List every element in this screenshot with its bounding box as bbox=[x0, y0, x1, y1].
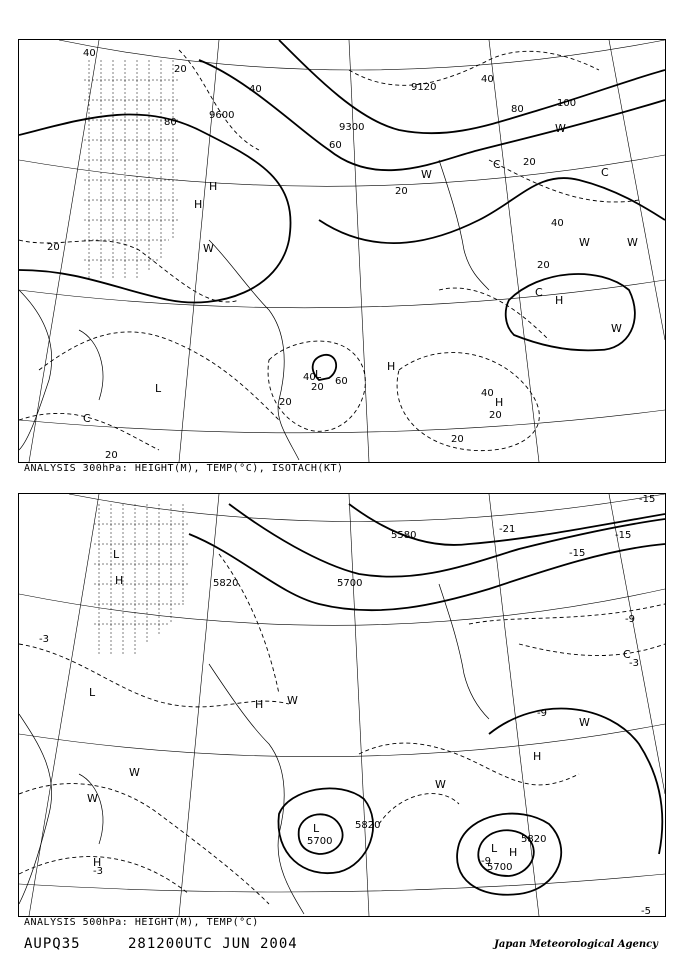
temperature-label: -15 bbox=[569, 548, 586, 559]
height-contours bbox=[19, 40, 665, 380]
dashed-contours bbox=[19, 554, 665, 904]
isotach-label: 40 bbox=[249, 84, 262, 95]
map-300hpa-svg bbox=[19, 40, 665, 462]
chart-id: AUPQ35 bbox=[24, 936, 81, 952]
height-label: 5820 bbox=[355, 820, 381, 831]
valid-time: 281200UTC JUN 2004 bbox=[128, 936, 298, 952]
temperature-label: -3 bbox=[629, 658, 639, 669]
temperature-labels bbox=[39, 494, 655, 916]
temperature-label: -3 bbox=[93, 866, 103, 877]
pressure-center-symbol: H bbox=[495, 396, 504, 409]
height-label: 5580 bbox=[391, 530, 417, 541]
pressure-center-symbol: W bbox=[627, 236, 638, 249]
temperature-label: -15 bbox=[615, 530, 632, 541]
pressure-center-symbol: C bbox=[601, 166, 609, 179]
pressure-center-symbol: L bbox=[315, 368, 322, 381]
height-labels bbox=[209, 82, 436, 133]
isotach-label: 40 bbox=[303, 372, 316, 383]
pressure-center-symbol: L bbox=[155, 382, 162, 395]
isotach-label: 80 bbox=[511, 104, 524, 115]
map-panel-500hpa bbox=[18, 493, 666, 917]
pressure-centers bbox=[83, 122, 638, 425]
pressure-center-symbol: L bbox=[89, 686, 96, 699]
isotach-label: 100 bbox=[557, 98, 577, 109]
isotach-label: 40 bbox=[551, 218, 564, 229]
height-label: 5700 bbox=[307, 836, 333, 847]
temperature-label: -21 bbox=[499, 524, 516, 535]
height-label: 5820 bbox=[521, 834, 547, 845]
map-500hpa-svg bbox=[19, 494, 665, 916]
isotach-label: 20 bbox=[523, 157, 536, 168]
isotach-label: 20 bbox=[537, 260, 550, 271]
isotach-label: 40 bbox=[481, 74, 494, 85]
pressure-center-symbol: C bbox=[83, 412, 91, 425]
temperature-label: -3 bbox=[39, 634, 49, 645]
temperature-label: -9 bbox=[537, 708, 547, 719]
coastline bbox=[19, 584, 489, 914]
isotach-label: 20 bbox=[47, 242, 60, 253]
isotach-label: 40 bbox=[481, 388, 494, 399]
pressure-center-symbol: H bbox=[555, 294, 564, 307]
height-label: 9120 bbox=[411, 82, 437, 93]
pressure-center-symbol: L bbox=[491, 842, 498, 855]
caption-300hpa: ANALYSIS 300hPa: HEIGHT(M), TEMP(°C), ISOTACH(KT) bbox=[24, 463, 344, 474]
hatched-area bbox=[94, 504, 189, 654]
pressure-center-symbol: W bbox=[203, 242, 214, 255]
pressure-center-symbol: C bbox=[493, 158, 501, 171]
isotach-label: 80 bbox=[164, 117, 177, 128]
temperature-label: -15 bbox=[639, 494, 656, 505]
isotach-label: 20 bbox=[489, 410, 502, 421]
isotach-label: 20 bbox=[279, 397, 292, 408]
pressure-center-symbol: W bbox=[129, 766, 140, 779]
height-label: 5700 bbox=[337, 578, 363, 589]
pressure-center-symbol: W bbox=[87, 792, 98, 805]
pressure-center-symbol: W bbox=[287, 694, 298, 707]
caption-500hpa: ANALYSIS 500hPa: HEIGHT(M), TEMP(°C) bbox=[24, 917, 259, 928]
pressure-center-symbol: L bbox=[313, 822, 320, 835]
temperature-label: -9 bbox=[625, 614, 635, 625]
isotach-label: 20 bbox=[451, 434, 464, 445]
temperature-label: -5 bbox=[641, 906, 651, 916]
isotach-label: 20 bbox=[311, 382, 324, 393]
isotach-label: 20 bbox=[105, 450, 118, 461]
height-label: 9300 bbox=[339, 122, 365, 133]
pressure-center-symbol: H bbox=[255, 698, 264, 711]
pressure-center-symbol: H bbox=[387, 360, 396, 373]
pressure-center-symbol: W bbox=[611, 322, 622, 335]
pressure-center-symbol: H bbox=[533, 750, 542, 763]
pressure-center-symbol: W bbox=[421, 168, 432, 181]
height-label: 5820 bbox=[213, 578, 239, 589]
height-label: 9600 bbox=[209, 110, 235, 121]
pressure-center-symbol: W bbox=[579, 236, 590, 249]
isotach-label: 20 bbox=[174, 64, 187, 75]
temperature-label: -9 bbox=[481, 856, 491, 867]
pressure-center-symbol: H bbox=[209, 180, 218, 193]
pressure-center-symbol: H bbox=[194, 198, 203, 211]
height-label: 5700 bbox=[487, 862, 513, 873]
pressure-center-symbol: W bbox=[435, 778, 446, 791]
pressure-center-symbol: H bbox=[115, 574, 124, 587]
isotach-label: 40 bbox=[83, 48, 96, 59]
pressure-center-symbol: L bbox=[113, 548, 120, 561]
pressure-center-symbol: H bbox=[93, 856, 102, 869]
dashed-contours bbox=[19, 50, 639, 451]
pressure-center-symbol: C bbox=[535, 286, 543, 299]
pressure-center-symbol: W bbox=[555, 122, 566, 135]
isotach-label: 60 bbox=[335, 376, 348, 387]
isotach-label: 20 bbox=[395, 186, 408, 197]
pressure-center-symbol: C bbox=[623, 648, 631, 661]
pressure-center-symbol: H bbox=[509, 846, 518, 859]
pressure-center-symbol: W bbox=[579, 716, 590, 729]
isotach-label: 60 bbox=[329, 140, 342, 151]
agency-name: Japan Meteorological Agency bbox=[494, 939, 658, 950]
map-panel-300hpa bbox=[18, 39, 666, 463]
